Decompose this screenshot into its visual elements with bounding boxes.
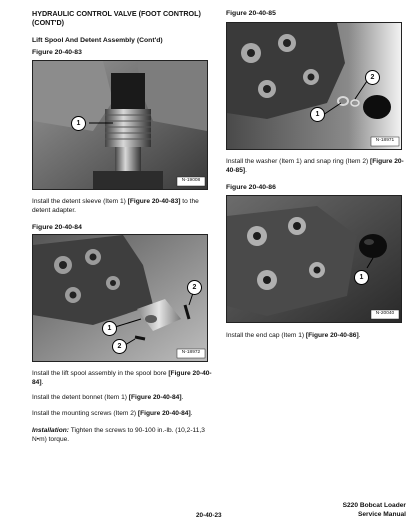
figure-85-photo: [226, 22, 402, 150]
figure-85-title: Figure 20-40-85: [226, 10, 276, 17]
figure-84-code: N-18972: [181, 350, 201, 355]
page-number: 20-40-23: [196, 512, 222, 519]
callout-2-bottom: 2: [112, 339, 127, 354]
figure-85-code: N-18971: [375, 138, 395, 143]
section-title-line2: (CONT'D): [32, 17, 65, 27]
step-end-cap: Install the end cap (Item 1) [Figure 20-40-86].: [226, 332, 361, 339]
section-title: [32, 10, 212, 27]
figure-86-code: N-20040: [375, 311, 395, 316]
callout-1: 1: [354, 270, 369, 285]
callout-2-top: 2: [187, 280, 202, 295]
step-mounting-screws: Install the mounting screws (Item 2) [Figure 20-40-84].: [32, 410, 193, 417]
section-title-line1: HYDRAULIC CONTROL VALVE (FOOT CONTROL): [32, 9, 201, 18]
figure-86-photo: [226, 195, 402, 323]
step-detent-sleeve: Install the detent sleeve (Item 1) [Figure 20-40-83] to the detent adapter.: [32, 198, 199, 214]
figure-83-title: Figure 20-40-83: [32, 49, 82, 56]
figure-83-photo: [32, 60, 208, 190]
installation-note: Installation: Tighten the screws to 90-100 in.-lb. (10,2-11,3 N•m) torque.: [32, 427, 205, 443]
step-washer-snap-ring: Install the washer (Item 1) and snap ring (Item 2) [Figure 20-40-85].: [226, 158, 404, 174]
step-detent-bonnet: Install the detent bonnet (Item 1) [Figure 20-40-84].: [32, 394, 184, 401]
figure-83-code: N-19008: [181, 178, 201, 183]
callout-1: 1: [310, 107, 325, 122]
figure-86-title: Figure 20-40-86: [226, 184, 276, 191]
manual-title-line2: Service Manual: [357, 510, 406, 518]
manual-title-line1: S220 Bobcat Loader: [342, 502, 406, 509]
figure-84-photo: [32, 234, 208, 362]
step-lift-spool: Install the lift spool assembly in the spool bore [Figure 20-40-84].: [32, 370, 212, 386]
subsection-title: Lift Spool And Detent Assembly (Cont'd): [32, 37, 163, 44]
callout-1: 1: [102, 321, 117, 336]
manual-title: [336, 502, 406, 519]
figure-84-title: Figure 20-40-84: [32, 224, 82, 231]
callout-1: 1: [71, 116, 86, 131]
callout-2: 2: [365, 70, 380, 85]
